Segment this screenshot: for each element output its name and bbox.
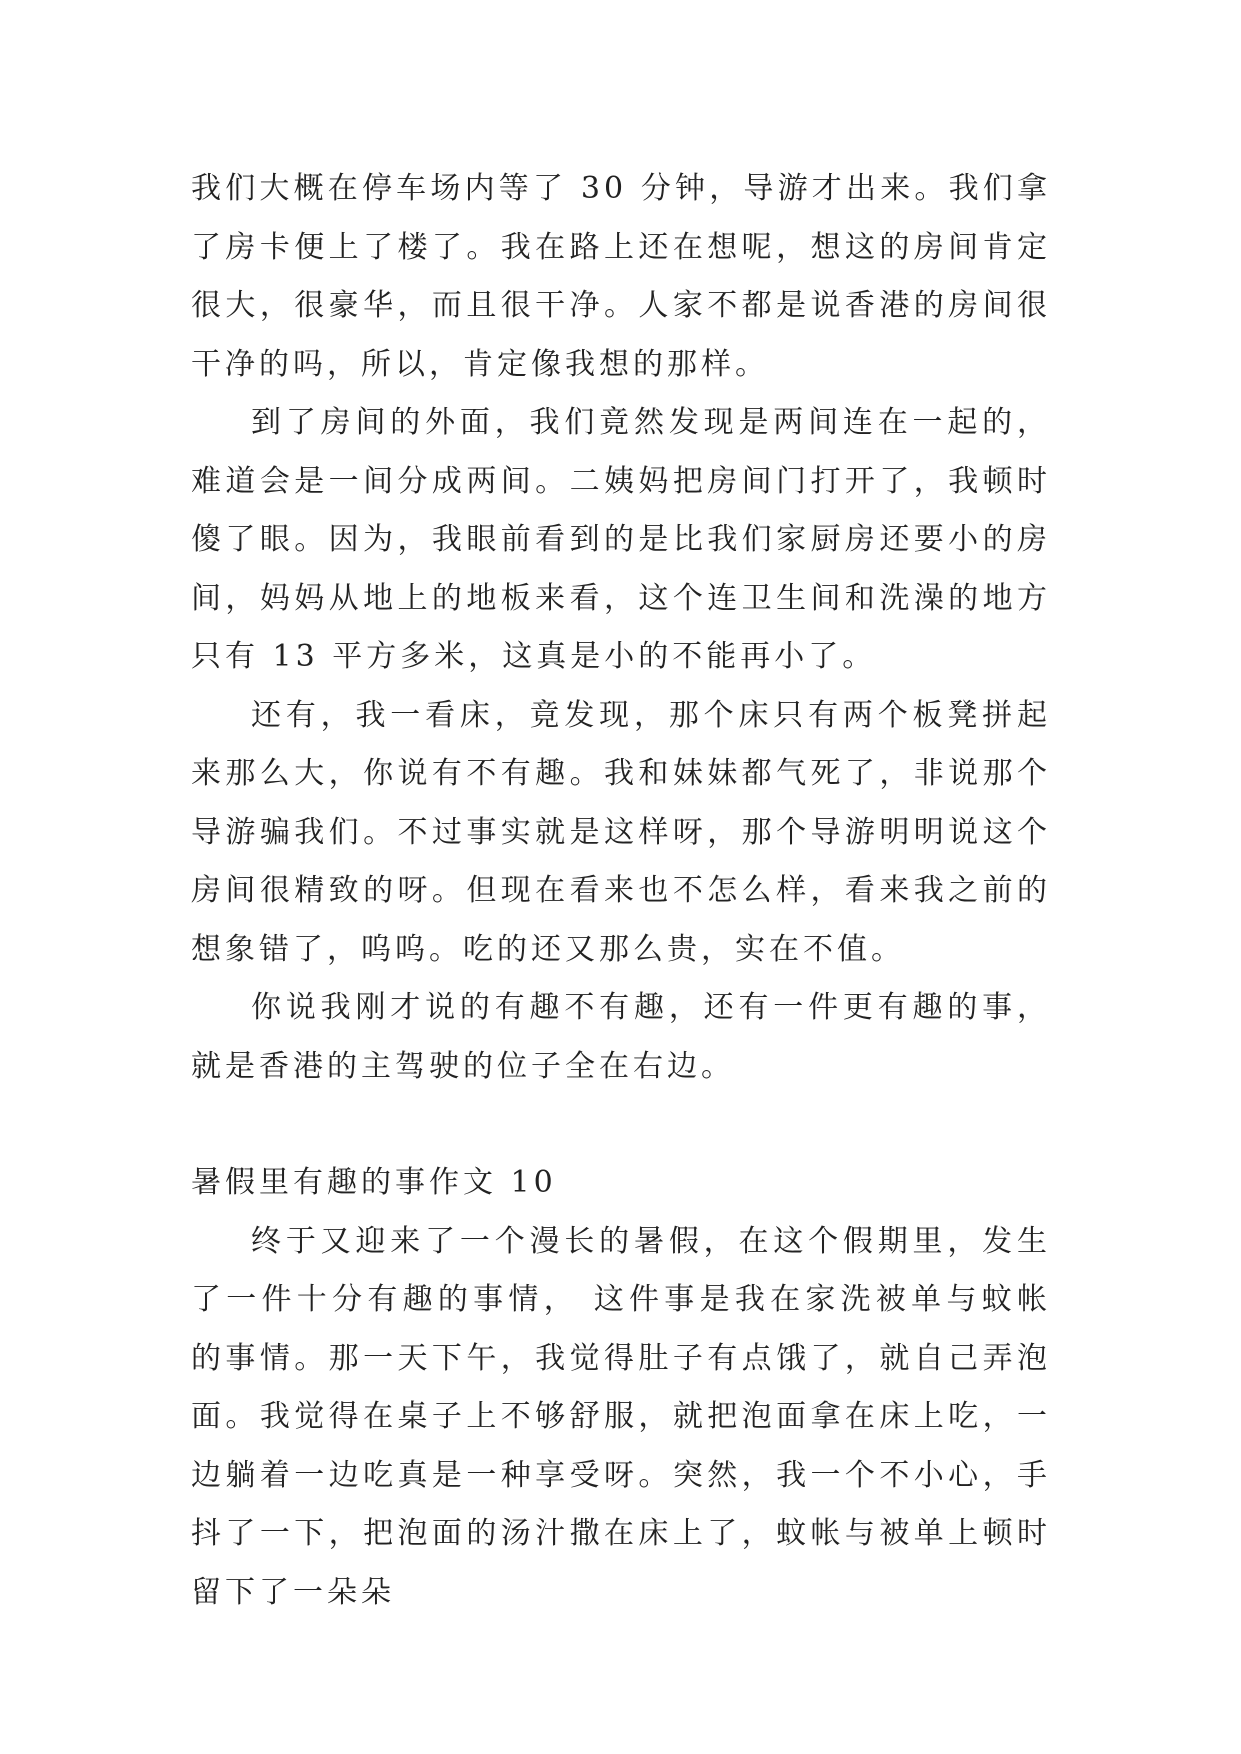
- paragraph-3: 还有，我一看床，竟发现，那个床只有两个板凳拼起来那么大，你说有不有趣。我和妹妹都气死了，非说那个导游骗我们。不过事实就是这样呀，那个导游明明说这个房间很精致的呀。但现在看来也不怎么样，看来我之前的想象错了，呜呜。吃的还又那么贵，实在不值。: [191, 697, 1051, 967]
- paragraph-4: 你说我刚才说的有趣不有趣，还有一件更有趣的事，就是香港的主驾驶的位子全在右边。: [191, 990, 1051, 1084]
- section-paragraph-1: 终于又迎来了一个漫长的暑假，在这个假期里，发生了一件十分有趣的事情， 这件事是我在家洗被单与蚊帐的事情。那一天下午，我觉得肚子有点饿了，就自己弄泡面。我觉得在桌子上不够舒服，就把泡面拿在床上吃，一边躺着一边吃真是一种享受呀。突然，我一个不小心，手抖了一下，把泡面的汤汁撒在床上了，蚊帐与被单上顿时留下了一朵朵: [191, 1223, 1051, 1610]
- document-body: [191, 160, 1051, 1622]
- paragraph-2: 到了房间的外面，我们竟然发现是两间连在一起的，难道会是一间分成两间。二姨妈把房间门打开了，我顿时傻了眼。因为，我眼前看到的是比我们家厨房还要小的房间，妈妈从地上的地板来看，这个连卫生间和洗澡的地方只有 13 平方多米，这真是小的不能再小了。: [191, 405, 1051, 674]
- section-title: 暑假里有趣的事作文 10: [191, 1165, 557, 1200]
- paragraph-1: 我们大概在停车场内等了 30 分钟，导游才出来。我们拿了房卡便上了楼了。我在路上还在想呢，想这的房间肯定很大，很豪华，而且很干净。人家不都是说香港的房间很干净的吗，所以，肯定像我想的那样。: [191, 171, 1051, 382]
